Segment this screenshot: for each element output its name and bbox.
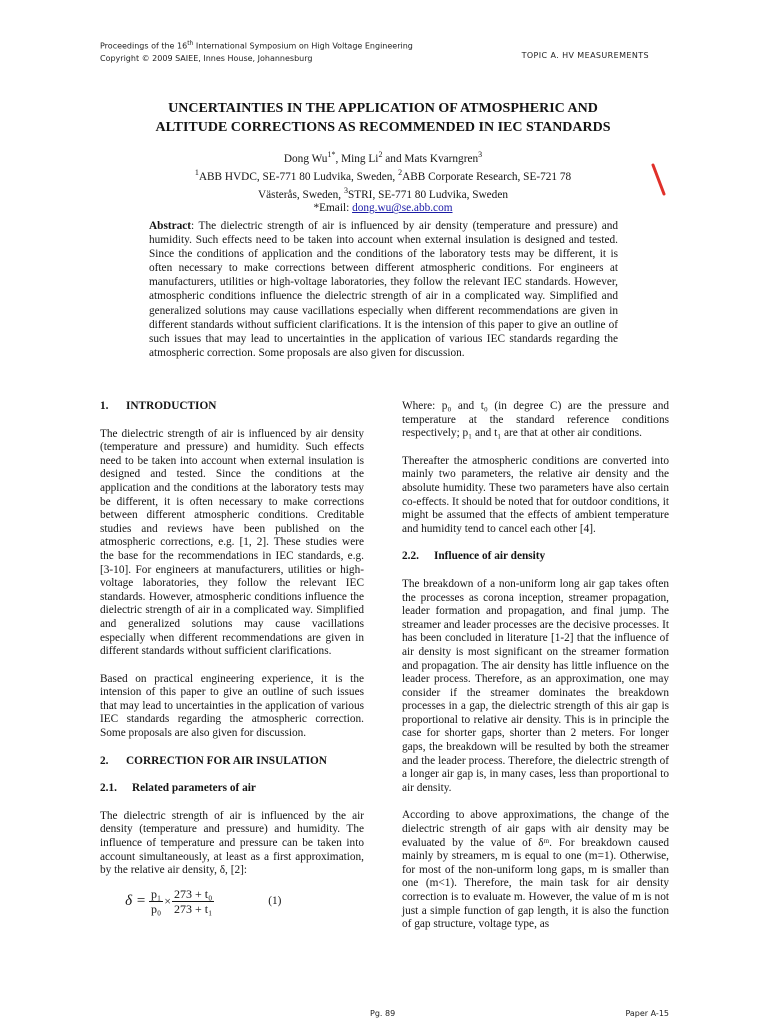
section-2-2-heading: 2.2. Influence of air density — [402, 550, 546, 563]
paper-title — [100, 99, 666, 137]
section-2-1-heading: 2.1. Related parameters of air — [100, 782, 256, 795]
intro-paragraph-1: The dielectric strength of air is influenced by air density (temperature and pressure) and humidity. Such effects need to be taken into account when external insulation is designed and tested. Since the conditions at the application and the conditions at the laboratory tests may be different, it is often necessary to make corrections between different atmospheric conditions. Creditable studies and reviews have been published on the atmospheric corrections, e.g. [1, 2]. These studies were the base for the recommendations in IEC standards, e.g. [3-10]. For engineers at manufacturers, utilities or high-voltage laboratories, they follow the relevant IEC standards. However, atmospheric conditions influence the dielectric strength of air in a complicated way. Simplified and generalized solutions may cause vacillations especially when different recommendations are given in different standards without sufficient clarifications. — [100, 427, 364, 658]
breakdown-paragraph: The breakdown of a non-uniform long air gap takes often the processes as corona inception, streamer propagation, leader formation and propagation, and final jump. The streamer and leader processes are the decisive processes. It has been concluded in literature [1-2] that the influence of air density is most significant on the streamer formation and propagation. The air density has little influence on the leader process. Therefore, as an approximation, one may consider if the streamer dominates the breakdown processes in a gap, the dielectric strength of this air gap is proportional to relative air density. This is in principle the case for shorter gaps, shorter than 2 meters. For longer gaps, the breakdown will be resulted by both the streamer and the leader process. Therefore, the dielectric strength of a longer air gap is, in many cases, less than proportional to air density. — [402, 577, 669, 794]
equation-number: (1) — [268, 895, 282, 908]
email-line: *Email: dong.wu@se.abb.com — [313, 202, 453, 215]
proceedings-line: Proceedings of the 16th International Symposium on High Voltage Engineering — [100, 40, 413, 51]
intro-paragraph-2: Based on practical engineering experience, it is the intension of this paper to give an outline of such issues that may lead to uncertainties in the application of various IEC standards regarding the atmospheric correction. Some proposals are also given for discussion. — [100, 672, 364, 740]
air-parameters-paragraph: The dielectric strength of air is influenced by the air density (temperature and pressure) and humidity. The influence of temperature and pressure can be taken into account simultaneously, at least as a first approximation, by the relative air density, δ, [2]: — [100, 809, 364, 877]
page-number: Pg. 89 — [370, 1009, 396, 1018]
topic-label: TOPIC A. HV MEASUREMENTS — [521, 51, 649, 60]
eq-lhs: δ = — [125, 893, 146, 910]
right-column — [402, 400, 669, 946]
thereafter-paragraph: Thereafter the atmospheric conditions are converted into mainly two parameters, the relative air density and the absolute humidity. These two parameters have also certain co-effects. It should be noted that for outdoor conditions, it might be assumed that the effects of ambient temperature and humidity tend to cancel each other [4]. — [402, 454, 669, 535]
affiliation-line-2: Västerås, Sweden, $^3$STRI, SE-771 80 Ludvika, Sweden — [258, 185, 508, 201]
eq-fraction-pressure: $\frac{\text{p₁}}{\text{p₀}}$ — [151, 887, 162, 917]
eq-fraction-temperature: $\frac{\text{273 + t₀}}{\text{273 + t₁}}$ — [173, 887, 213, 917]
author-block — [100, 148, 666, 215]
abstract — [149, 219, 618, 360]
left-column — [100, 400, 364, 922]
where-paragraph: Where: p₀ and t₀ (in degree C) are the pressure and temperature at the standard reference conditions respectively; p₁ and t₁ are that at other air conditions. — [402, 400, 669, 440]
paper-id: Paper A-15 — [625, 1009, 669, 1018]
email-link[interactable]: dong.wu@se.abb.com — [352, 202, 453, 215]
equation-1 — [100, 882, 364, 922]
section-1-heading: 1. INTRODUCTION — [100, 400, 217, 412]
approximation-paragraph: According to above approximations, the change of the dielectric strength of air gaps with air density may be evaluated by the value of δᵐ. For breakdown caused mainly by streamers, m is equal to one (m=1). Otherwise, for most of the non-uniform long gaps, m is smaller than one (m<1). Therefore, the main task for air density correction is to evaluate m. However, the value of m is not just a simple function of gap length, it is also the function of gap structure, voltage type, as — [402, 809, 669, 931]
abstract-text: : The dielectric strength of air is influenced by air density (temperature and pressure) and humidity. Such effects need to be taken into account when external insulation is designed and tested. Since the conditions of application and the conditions of the laboratory tests may be different, it is often necessary to make corrections between different atmospheric conditions. For engineers at manufacturers, utilities or high-voltage laboratories, they follow the relevant IEC standards. However, atmospheric conditions influence the dielectric strength of air in a complicated way. Simplified and generalized solutions may cause vacillations especially when different recommendations are given in different standards without sufficient clarifications. It is the intension of this paper to give an outline of such issues that may lead to uncertainties in the application of various IEC standards regarding the atmospheric correction. Some proposals are also given for discussion. — [149, 220, 618, 359]
title-line-2: ALTITUDE CORRECTIONS AS RECOMMENDED IN IEC STANDARDS — [155, 120, 611, 135]
abstract-label: Abstract — [149, 220, 192, 232]
affiliation-line-1: $^1$ABB HVDC, SE-771 80 Ludvika, Sweden, $^2$ABB Corporate Research, SE-721 78 — [194, 167, 572, 183]
author-names: Dong $Wu^{1*}$, Ming Li$^2$ and Mats Kvarngren$^3$ — [283, 150, 483, 165]
red-pen-mark — [650, 162, 668, 198]
section-2-heading: 2. CORRECTION FOR AIR INSULATION — [100, 754, 327, 767]
title-line-1: UNCERTAINTIES IN THE APPLICATION OF ATMOSPHERIC AND — [168, 101, 598, 116]
eq-times: × — [164, 894, 171, 909]
proceedings-header — [100, 38, 413, 66]
copyright-line: Copyright © 2009 SAIEE, Innes House, Johannesburg — [100, 54, 313, 64]
